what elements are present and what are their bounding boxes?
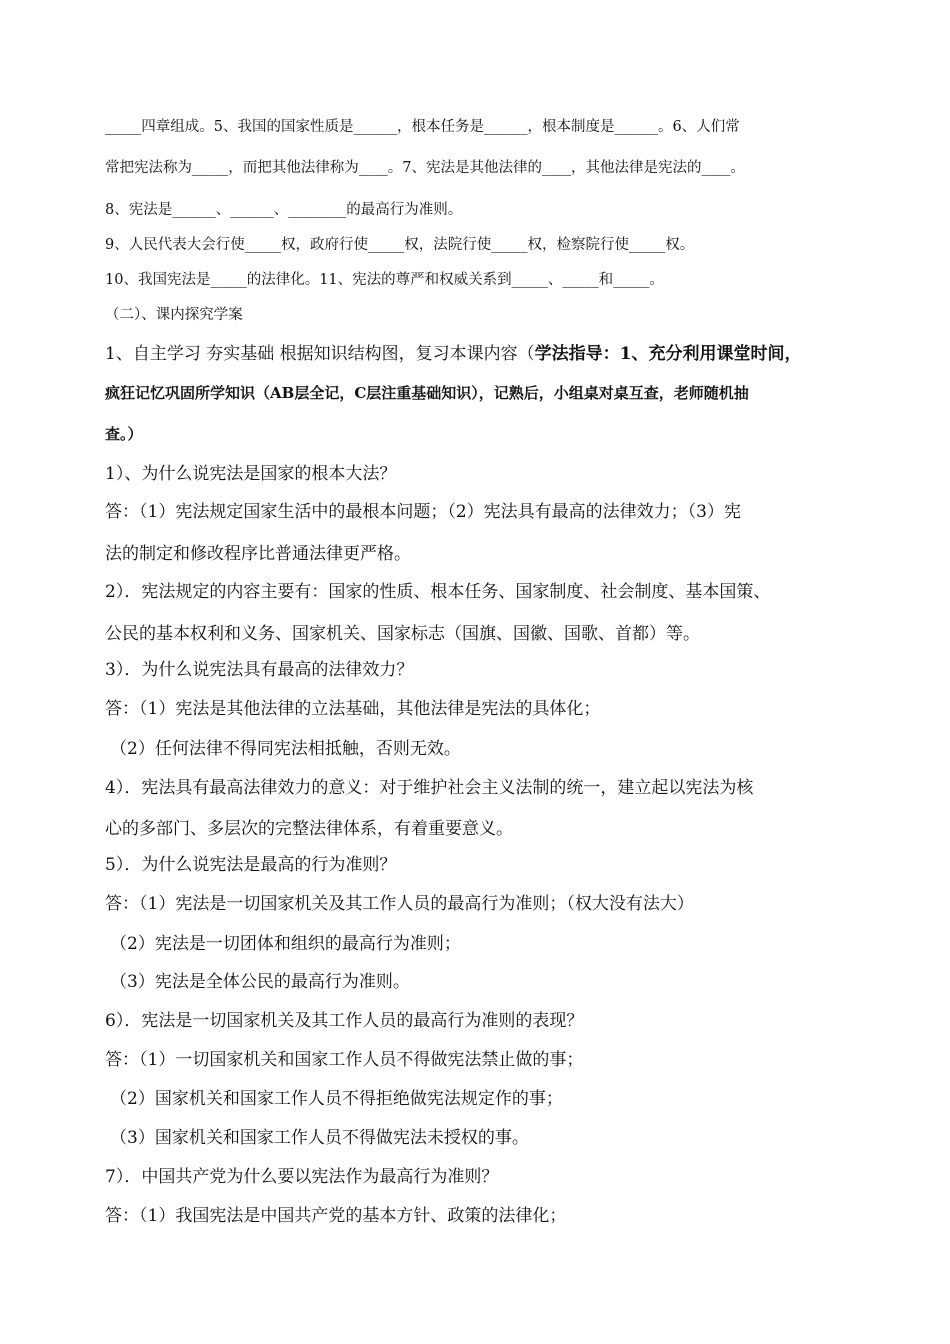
intro-line-3: 查。） — [105, 425, 143, 443]
question-5: 5）．为什么说宪法是最高的行为准则？ — [105, 855, 397, 875]
answer-line: 答：（1）宪法规定国家生活中的最根本问题；（2）宪法具有最高的法律效力；（3）宪 — [105, 502, 741, 522]
answer-line: 答：（1）我国宪法是中国共产党的基本方针、政策的法律化； — [105, 1206, 567, 1226]
section-heading: （二）、课内探究学案 — [105, 307, 243, 323]
answer-line: （3）国家机关和国家工作人员不得做宪法未授权的事。 — [110, 1128, 529, 1148]
answer-line: 答：（1）一切国家机关和国家工作人员不得做宪法禁止做的事； — [105, 1050, 584, 1070]
intro-line-2: 疯狂记忆巩固所学知识（AB层全记，C层注重基础知识），记熟后，小组桌对桌互查，老师随机抽 — [105, 384, 749, 402]
answer-line: （3）宪法是全体公民的最高行为准则。 — [110, 972, 410, 992]
question-3: 3）．为什么说宪法具有最高的法律效力？ — [105, 660, 414, 680]
answer-line: 公民的基本权利和义务、国家机关、国家标志（国旗、国徽、国歌、首都）等。 — [105, 624, 700, 644]
answer-line: 法的制定和修改程序比普通法律更严格。 — [105, 544, 411, 564]
fill-blank-line: _____四章组成。5、我国的国家性质是______，根本任务是______，根本制度是______。6、人们常 — [105, 119, 740, 135]
intro-text: 1、自主学习 夯实基础 根据知识结构图，复习本课内容（ — [105, 344, 535, 364]
intro-line-1 — [105, 339, 801, 364]
question-1: 1）、为什么说宪法是国家的根本大法？ — [105, 464, 397, 484]
fill-blank-line: 10、我国宪法是_____的法律化。11、宪法的尊严和权威关系到_____、_____和_____。 — [105, 272, 664, 288]
question-4: 4）．宪法具有最高法律效力的意义：对于维护社会主义法制的统一，建立起以宪法为核 — [105, 778, 754, 798]
answer-line: （2）国家机关和国家工作人员不得拒绝做宪法规定作的事； — [110, 1089, 563, 1109]
answer-line: （2）任何法律不得同宪法相抵触，否则无效。 — [110, 739, 461, 759]
answer-line: 答：（1）宪法是其他法律的立法基础，其他法律是宪法的具体化； — [105, 699, 601, 719]
answer-line: 心的多部门、多层次的完整法律体系，有着重要意义。 — [105, 819, 513, 839]
fill-blank-line: 9、人民代表大会行使_____权，政府行使_____权，法院行使_____权，检察院行使_____权。 — [105, 237, 695, 253]
question-2: 2）．宪法规定的内容主要有：国家的性质、根本任务、国家制度、社会制度、基本国策、 — [105, 582, 771, 602]
fill-blank-line: 8、宪法是______、______、________的最高行为准则。 — [105, 202, 463, 218]
answer-line: （2）宪法是一切团体和组织的最高行为准则； — [110, 934, 461, 954]
answer-line: 答：（1）宪法是一切国家机关及其工作人员的最高行为准则；（权大没有法大） — [105, 894, 694, 914]
question-6: 6）．宪法是一切国家机关及其工作人员的最高行为准则的表现？ — [105, 1011, 584, 1031]
fill-blank-line: 常把宪法称为_____，而把其他法律称为____。7、宪法是其他法律的____，其他法律是宪法的____。 — [105, 160, 745, 176]
question-7: 7）．中国共产党为什么要以宪法作为最高行为准则？ — [105, 1167, 499, 1187]
study-guide-text: 学法指导：1、充分利用课堂时间， — [534, 344, 802, 364]
